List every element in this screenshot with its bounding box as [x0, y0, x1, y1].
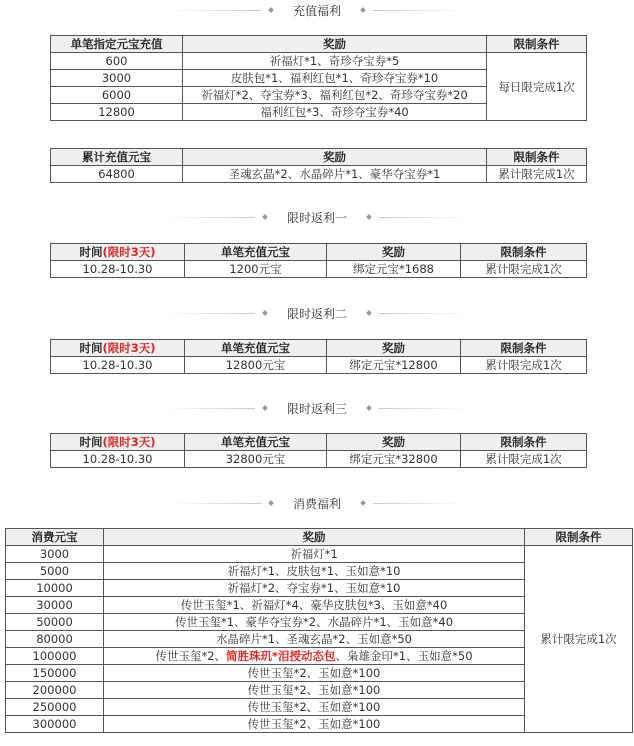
amount-cell: 30000 — [6, 597, 104, 614]
reward-cell: 传世玉玺*2、玉如意*100 — [104, 682, 525, 699]
amount-cell: 32800元宝 — [185, 451, 327, 468]
amount-cell: 3000 — [6, 546, 104, 563]
header-cell: 消费元宝 — [6, 529, 104, 546]
header-time-label: 时间 — [79, 245, 103, 259]
time-cell: 10.28-10.30 — [51, 261, 185, 278]
reward-cell: 福利红包*3、奇珍夺宝券*40 — [183, 104, 487, 121]
table-row — [51, 166, 587, 183]
amount-cell: 150000 — [6, 665, 104, 682]
amount-cell: 12800元宝 — [185, 357, 327, 374]
amount-cell: 200000 — [6, 682, 104, 699]
diamond-icon — [268, 500, 274, 506]
amount-cell: 100000 — [6, 648, 104, 665]
diamond-icon — [366, 214, 372, 220]
header-cell: 累计充值元宝 — [51, 149, 183, 166]
amount-cell: 64800 — [51, 166, 183, 183]
amount-cell: 50000 — [6, 614, 104, 631]
table-header-row — [51, 340, 587, 357]
reward-cell: 传世玉玺*1、祈福灯*4、豪华皮肤包*3、玉如意*40 — [104, 597, 525, 614]
limited-rebate-2-table — [50, 339, 587, 374]
consume-table — [5, 528, 633, 733]
time-cell: 10.28-10.30 — [51, 357, 185, 374]
header-time-note: (限时3天) — [102, 341, 156, 355]
table-header-row — [51, 244, 587, 261]
table-row — [51, 451, 587, 468]
amount-cell: 80000 — [6, 631, 104, 648]
header-cell: 限制条件 — [487, 149, 587, 166]
section-title-text: 限时返利一 — [286, 210, 347, 225]
time-cell: 10.28-10.30 — [51, 451, 185, 468]
limit-cell: 累计限完成1次 — [525, 546, 633, 733]
section-title-limited-1 — [0, 207, 634, 227]
reward-cell: 传世玉玺*2、玉如意*100 — [104, 699, 525, 716]
header-cell-time — [51, 340, 185, 357]
limit-cell: 累计限完成1次 — [487, 166, 587, 183]
section-title-limited-3 — [0, 398, 634, 418]
divider-line — [165, 313, 255, 314]
reward-cell: 绑定元宝*12800 — [327, 357, 461, 374]
single-recharge-table — [50, 35, 587, 121]
table-header-row — [51, 36, 587, 53]
diamond-icon — [366, 405, 372, 411]
section-title-text: 消费福利 — [292, 496, 341, 511]
header-time-note: (限时3天) — [102, 435, 156, 449]
table-header-row — [51, 434, 587, 451]
table-row — [51, 357, 587, 374]
header-cell: 单笔充值元宝 — [185, 434, 327, 451]
section-title-text: 限时返利三 — [286, 401, 347, 416]
header-cell: 单笔充值元宝 — [185, 340, 327, 357]
header-cell: 单笔指定元宝充值 — [51, 36, 183, 53]
amount-cell: 600 — [51, 53, 183, 70]
limited-rebate-1-table — [50, 243, 587, 278]
header-cell: 奖励 — [183, 149, 487, 166]
highlight-reward-text: 简胜珠玑*泪授动态包 — [226, 649, 336, 663]
header-cell-time — [51, 434, 185, 451]
diamond-icon — [262, 214, 268, 220]
reward-cell: 传世玉玺*1、豪华夺宝券*2、水晶碎片*1、玉如意*40 — [104, 614, 525, 631]
amount-cell: 6000 — [51, 87, 183, 104]
header-cell: 限制条件 — [487, 36, 587, 53]
reward-text: 、枭雄金印*1、玉如意*50 — [335, 649, 473, 663]
cumulative-recharge-table — [50, 148, 587, 183]
amount-cell: 3000 — [51, 70, 183, 87]
reward-cell: 祈福灯*1、奇珍夺宝券*5 — [183, 53, 487, 70]
divider-line — [165, 408, 255, 409]
section-title-recharge — [0, 0, 634, 20]
header-time-label: 时间 — [79, 341, 103, 355]
reward-text: 传世玉玺*2、 — [155, 649, 227, 663]
header-cell: 限制条件 — [461, 244, 587, 261]
divider-line — [379, 408, 469, 409]
header-cell: 奖励 — [327, 434, 461, 451]
section-title-text: 限时返利二 — [286, 306, 347, 321]
amount-cell: 250000 — [6, 699, 104, 716]
table-header-row — [51, 149, 587, 166]
reward-cell: 圣魂玄晶*2、水晶碎片*1、豪华夺宝券*1 — [183, 166, 487, 183]
divider-line — [171, 503, 261, 504]
limit-cell: 累计限完成1次 — [461, 261, 587, 278]
table-row — [51, 261, 587, 278]
header-cell: 单笔充值元宝 — [185, 244, 327, 261]
amount-cell: 10000 — [6, 580, 104, 597]
header-cell-time — [51, 244, 185, 261]
section-title-limited-2 — [0, 303, 634, 323]
divider-line — [373, 503, 463, 504]
header-cell: 奖励 — [104, 529, 525, 546]
amount-cell: 5000 — [6, 563, 104, 580]
diamond-icon — [366, 310, 372, 316]
amount-cell: 300000 — [6, 716, 104, 733]
reward-cell — [104, 648, 525, 665]
divider-line — [379, 217, 469, 218]
diamond-icon — [262, 405, 268, 411]
amount-cell: 1200元宝 — [185, 261, 327, 278]
reward-cell: 绑定元宝*32800 — [327, 451, 461, 468]
header-time-note: (限时3天) — [102, 245, 156, 259]
divider-line — [379, 313, 469, 314]
divider-line — [373, 10, 463, 11]
reward-cell: 祈福灯*2、夺宝券*3、福利红包*2、奇珍夺宝券*20 — [183, 87, 487, 104]
reward-cell: 水晶碎片*1、圣魂玄晶*2、玉如意*50 — [104, 631, 525, 648]
diamond-icon — [268, 7, 274, 13]
table-header-row — [6, 529, 633, 546]
section-title-text: 充值福利 — [292, 3, 341, 18]
diamond-icon — [262, 310, 268, 316]
header-cell: 限制条件 — [461, 434, 587, 451]
header-cell: 限制条件 — [525, 529, 633, 546]
reward-cell: 祈福灯*1 — [104, 546, 525, 563]
limited-rebate-3-table — [50, 433, 587, 468]
diamond-icon — [360, 7, 366, 13]
reward-cell: 祈福灯*2、夺宝券*1、玉如意*10 — [104, 580, 525, 597]
header-cell: 奖励 — [183, 36, 487, 53]
reward-cell: 皮肤包*1、福利红包*1、奇珍夺宝券*10 — [183, 70, 487, 87]
limit-cell: 每日限完成1次 — [487, 53, 587, 121]
reward-cell: 传世玉玺*2、玉如意*100 — [104, 665, 525, 682]
divider-line — [165, 217, 255, 218]
limit-cell: 累计限完成1次 — [461, 357, 587, 374]
diamond-icon — [360, 500, 366, 506]
header-time-label: 时间 — [79, 435, 103, 449]
table-row — [6, 546, 633, 563]
header-cell: 奖励 — [327, 340, 461, 357]
reward-cell: 祈福灯*1、皮肤包*1、玉如意*10 — [104, 563, 525, 580]
reward-cell: 绑定元宝*1688 — [327, 261, 461, 278]
header-cell: 限制条件 — [461, 340, 587, 357]
section-title-consume — [0, 493, 634, 513]
divider-line — [171, 10, 261, 11]
amount-cell: 12800 — [51, 104, 183, 121]
header-cell: 奖励 — [327, 244, 461, 261]
table-row — [51, 53, 587, 70]
limit-cell: 累计限完成1次 — [461, 451, 587, 468]
reward-cell: 传世玉玺*2、玉如意*100 — [104, 716, 525, 733]
